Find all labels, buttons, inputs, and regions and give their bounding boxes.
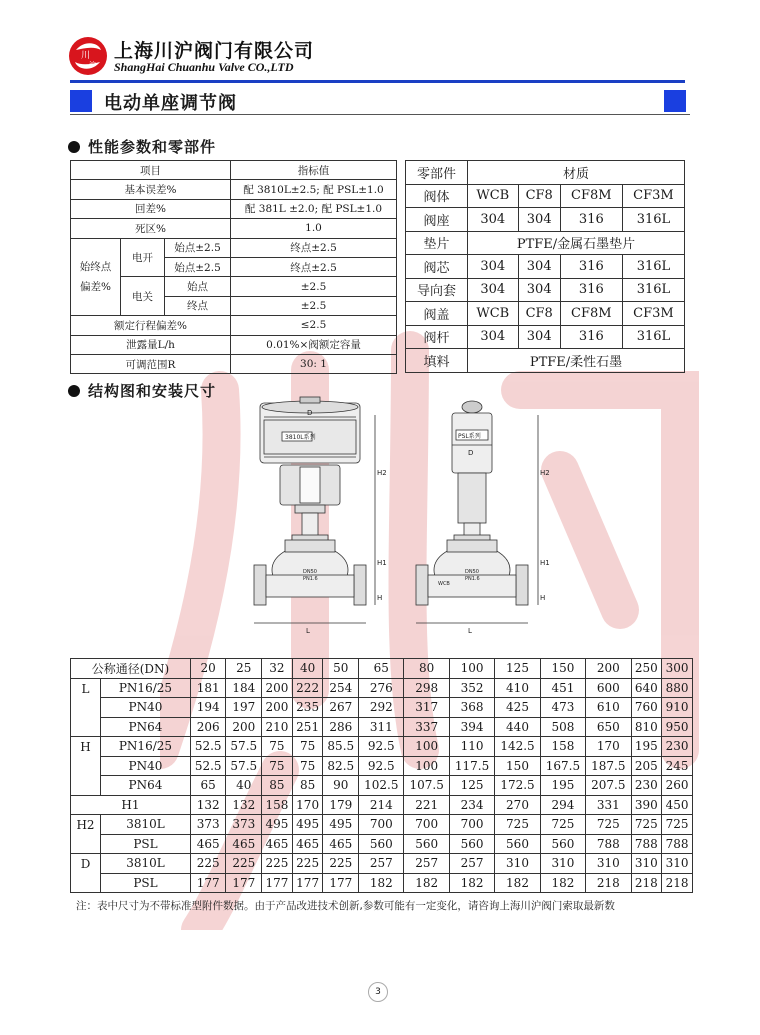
svg-text:L: L [468,627,472,635]
title-square-left [70,90,92,112]
performance-table [70,160,397,374]
footnote: 注：表中尺寸为不带标准型附件数据。由于产品改进技术创新,参数可能有一定变化，请咨询上海川沪阀门索取最新数 [76,900,615,912]
svg-text:川: 川 [81,51,91,61]
valve-structure-drawing [240,395,550,650]
svg-text:DN50: DN50 [465,569,479,575]
svg-text:D: D [307,409,313,417]
table-row: 额定行程偏差% ≤2.5 [71,316,397,335]
table-row: PN64 206 200 210 251 286 311 337 394 440 508 650 810 950 [71,717,693,737]
table-row: 填料 PTFE/柔性石墨 [406,349,685,373]
table-row: 回差% 配 381L ±2.0; 配 PSL±1.0 [71,199,397,218]
svg-text:H1: H1 [540,559,550,567]
svg-text:DN50: DN50 [303,569,317,575]
table-row: 电关 始点 ±2.5 [71,277,397,296]
section-heading-structure: 结构图和安装尺寸 [68,380,216,401]
svg-text:H: H [540,594,546,602]
svg-text:PN1.6: PN1.6 [303,576,318,582]
mat-header-part: 零部件 [406,161,468,185]
table-row: PSL 177 177 177 177 177 182 182 182 182 182 218 218 218 [71,873,693,893]
page-title: 电动单座调节阀 [104,93,237,114]
table-row: 泄露量L/h 0.01%×阀额定容量 [71,335,397,354]
dimensions-body [71,659,693,893]
materials-table [405,160,685,373]
title-bar [70,87,690,115]
mat-header-material: 材质 [468,161,685,185]
svg-text:H1: H1 [377,559,387,567]
bullet-icon [68,385,80,397]
page-number: 3 [368,982,388,1002]
svg-text:PSL系列: PSL系列 [458,433,481,440]
table-row: 导向套 304 304 316 316L [406,278,685,302]
dims-header-row: 公称通径(DN) 20 25 32 40 50 65 80 100 125 150 200 250 300 [71,659,693,679]
svg-text:D: D [468,449,474,457]
company-name-en: ShangHai Chuanhu Valve CO.,LTD [114,60,294,74]
table-row: 阀芯 304 304 316 316L [406,255,685,279]
table-row: 可调范围R 30: 1 [71,354,397,373]
table-row: 始终点 偏差% 电开 始点±2.5 终点±2.5 [71,238,397,257]
title-square-right [664,90,686,112]
table-row: PN40 52.5 57.5 75 75 82.5 92.5 100 117.5 150 167.5 187.5 205 245 [71,756,693,776]
table-row: 垫片 PTFE/金属石墨垫片 [406,231,685,255]
svg-text:PN1.6: PN1.6 [465,576,480,582]
table-row: 始点±2.5 终点±2.5 [71,257,397,276]
section-heading-perf: 性能参数和零部件 [68,136,216,157]
svg-text:沪: 沪 [89,61,96,69]
table-row: 终点 ±2.5 [71,296,397,315]
svg-text:WCB: WCB [438,581,450,587]
right-valve-diagram [416,401,550,635]
materials-body [406,184,685,372]
table-row: 基本误差% 配 3810L±2.5; 配 PSL±1.0 [71,180,397,199]
table-row: 阀盖 WCB CF8 CF8M CF3M [406,302,685,326]
svg-text:L: L [306,627,310,635]
company-name-cn: 上海川沪阀门有限公司 [114,40,315,62]
table-row: D 3810L 225 225 225 225 225 257 257 257 310 310 310 310 310 [71,854,693,874]
dimensions-table [70,658,693,893]
table-row: 死区% 1.0 [71,219,397,238]
left-valve-diagram [254,397,387,635]
svg-text:3810L系列: 3810L系列 [285,434,316,441]
table-row: H2 3810L 373 373 495 495 495 700 700 700 725 725 725 725 725 [71,815,693,835]
table-row: H1 132 132 158 170 179 214 221 234 270 294 331 390 450 [71,795,693,815]
table-row: PSL 465 465 465 465 465 560 560 560 560 560 788 788 788 [71,834,693,854]
svg-text:H: H [377,594,383,602]
bullet-icon [68,141,80,153]
company-logo-icon [68,36,108,76]
table-row: H PN16/25 52.5 57.5 75 75 85.5 92.5 100 110 142.5 158 170 195 230 [71,737,693,757]
svg-text:H2: H2 [377,469,387,477]
company-header [62,30,702,80]
header-rule [70,80,685,83]
svg-text:H2: H2 [540,469,550,477]
perf-header-item: 项目 [71,161,231,180]
table-row: PN64 65 40 85 85 90 102.5 107.5 125 172.5 195 207.5 230 260 [71,776,693,796]
table-row: 阀体 WCB CF8 CF8M CF3M [406,184,685,208]
perf-header-value: 指标值 [231,161,397,180]
table-row: PN40 194 197 200 235 267 292 317 368 425 473 610 760 910 [71,698,693,718]
table-row: L PN16/25 181 184 200 222 254 276 298 352 410 451 600 640 880 [71,678,693,698]
table-row: 阀杆 304 304 316 316L [406,325,685,349]
table-row: 阀座 304 304 316 316L [406,208,685,232]
